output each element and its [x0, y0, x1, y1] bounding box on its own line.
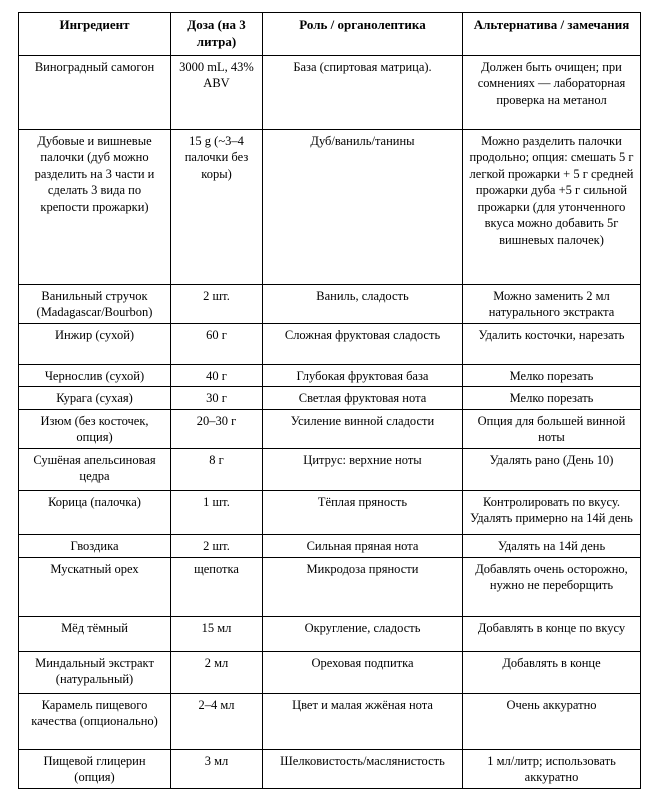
cell-ingredient: Чернослив (сухой)	[19, 364, 171, 387]
cell-role: Тёплая пряность	[263, 490, 463, 534]
cell-role: Глубокая фруктовая база	[263, 364, 463, 387]
cell-role: Сильная пряная нота	[263, 534, 463, 557]
cell-role: База (спиртовая матрица).	[263, 55, 463, 129]
cell-dose: 15 g (~3–4 палочки без коры)	[171, 129, 263, 284]
cell-role: Округление, сладость	[263, 616, 463, 651]
cell-dose: 15 мл	[171, 616, 263, 651]
cell-alternative: Добавлять в конце	[463, 651, 641, 693]
table-row	[19, 749, 641, 788]
cell-role: Ореховая подпитка	[263, 651, 463, 693]
cell-alternative: Удалять рано (День 10)	[463, 448, 641, 490]
table-row	[19, 490, 641, 534]
cell-dose: 3000 mL, 43% ABV	[171, 55, 263, 129]
cell-role: Светлая фруктовая нота	[263, 387, 463, 410]
table-body	[19, 55, 641, 788]
cell-dose: 2 шт.	[171, 534, 263, 557]
cell-alternative: Удалять на 14й день	[463, 534, 641, 557]
cell-ingredient: Сушёная апельсиновая цедра	[19, 448, 171, 490]
cell-ingredient: Мёд тёмный	[19, 616, 171, 651]
header-row	[19, 13, 641, 56]
cell-dose: 60 г	[171, 323, 263, 364]
cell-ingredient: Виноградный самогон	[19, 55, 171, 129]
table-row	[19, 323, 641, 364]
cell-role: Шелковистость/маслянистость	[263, 749, 463, 788]
cell-alternative: 1 мл/литр; использовать аккуратно	[463, 749, 641, 788]
cell-dose: 3 мл	[171, 749, 263, 788]
cell-ingredient: Инжир (сухой)	[19, 323, 171, 364]
cell-alternative: Удалить косточки, нарезать	[463, 323, 641, 364]
cell-alternative: Можно заменить 2 мл натурального экстракта	[463, 284, 641, 323]
cell-dose: 8 г	[171, 448, 263, 490]
table-row	[19, 387, 641, 410]
cell-alternative: Контролировать по вкусу. Удалять примерно на 14й день	[463, 490, 641, 534]
table-row	[19, 651, 641, 693]
column-header-alternative: Альтернатива / замечания	[463, 13, 641, 56]
table-row	[19, 409, 641, 448]
column-header-ingredient: Ингредиент	[19, 13, 171, 56]
table-row	[19, 557, 641, 616]
cell-alternative: Добавлять очень осторожно, нужно не переборщить	[463, 557, 641, 616]
table-row	[19, 448, 641, 490]
table-row	[19, 616, 641, 651]
table-row	[19, 534, 641, 557]
cell-alternative: Опция для большей винной ноты	[463, 409, 641, 448]
cell-role: Цвет и малая жжёная нота	[263, 693, 463, 749]
cell-alternative: Мелко порезать	[463, 364, 641, 387]
cell-dose: 20–30 г	[171, 409, 263, 448]
ingredients-table	[18, 12, 641, 789]
cell-alternative: Можно разделить палочки продольно; опция: смешать 5 г легкой прожарки + 5 г средней прожарки дуба +5 г сильной прожарки (для утонченного вкуса можно добавить 5г вишневых палочек)	[463, 129, 641, 284]
cell-ingredient: Миндальный экстракт (натуральный)	[19, 651, 171, 693]
table-row	[19, 129, 641, 284]
column-header-role: Роль / органолептика	[263, 13, 463, 56]
cell-alternative: Должен быть очищен; при сомнениях — лабораторная проверка на метанол	[463, 55, 641, 129]
cell-dose: 40 г	[171, 364, 263, 387]
cell-ingredient: Гвоздика	[19, 534, 171, 557]
cell-alternative: Очень аккуратно	[463, 693, 641, 749]
cell-role: Сложная фруктовая сладость	[263, 323, 463, 364]
cell-ingredient: Дубовые и вишневые палочки (дуб можно разделить на 3 части и сделать 3 вида по крепости прожарки)	[19, 129, 171, 284]
cell-ingredient: Мускатный орех	[19, 557, 171, 616]
cell-dose: 2 мл	[171, 651, 263, 693]
cell-alternative: Добавлять в конце по вкусу	[463, 616, 641, 651]
cell-dose: 1 шт.	[171, 490, 263, 534]
cell-role: Цитрус: верхние ноты	[263, 448, 463, 490]
cell-role: Усиление винной сладости	[263, 409, 463, 448]
table-row	[19, 284, 641, 323]
table-row	[19, 693, 641, 749]
cell-dose: щепотка	[171, 557, 263, 616]
cell-role: Дуб/ваниль/танины	[263, 129, 463, 284]
table-header	[19, 13, 641, 56]
cell-ingredient: Курага (сухая)	[19, 387, 171, 410]
cell-role: Микродоза пряности	[263, 557, 463, 616]
cell-ingredient: Карамель пищевого качества (опционально)	[19, 693, 171, 749]
column-header-dose: Доза (на 3 литра)	[171, 13, 263, 56]
cell-dose: 2 шт.	[171, 284, 263, 323]
cell-role: Ваниль, сладость	[263, 284, 463, 323]
cell-ingredient: Изюм (без косточек, опция)	[19, 409, 171, 448]
cell-alternative: Мелко порезать	[463, 387, 641, 410]
cell-ingredient: Ванильный стручок (Madagascar/Bourbon)	[19, 284, 171, 323]
cell-dose: 2–4 мл	[171, 693, 263, 749]
cell-dose: 30 г	[171, 387, 263, 410]
table-row	[19, 55, 641, 129]
cell-ingredient: Корица (палочка)	[19, 490, 171, 534]
cell-ingredient: Пищевой глицерин (опция)	[19, 749, 171, 788]
table-row	[19, 364, 641, 387]
